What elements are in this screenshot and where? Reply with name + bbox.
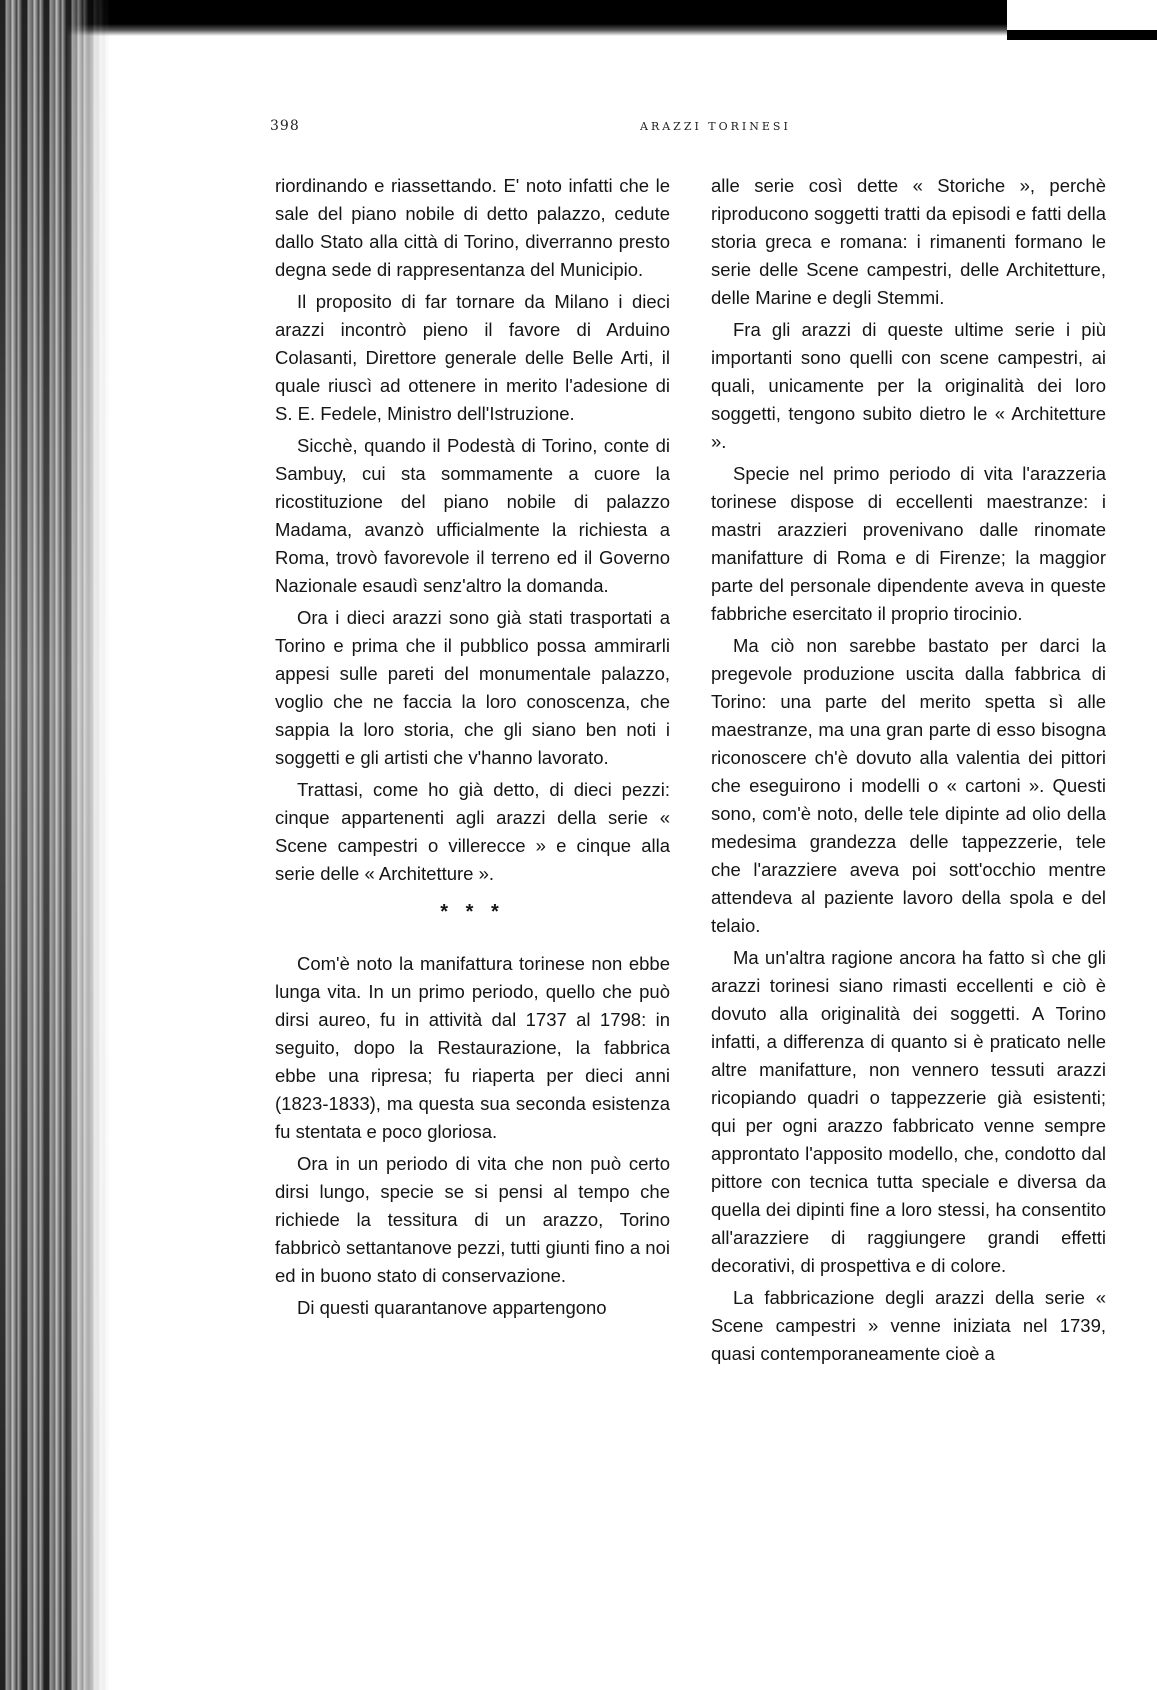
running-head (270, 118, 1070, 138)
paragraph: Il proposito di far tornare da Milano i dieci arazzi incontrò pieno il favore di Arduino Colasanti, Direttore generale delle Belle Arti, il quale riuscì ad ottenere in merito l'adesione di S. E. Fedele, Ministro dell'Istruzione. (275, 291, 670, 424)
right-column (711, 172, 1106, 1372)
paragraph: Ora i dieci arazzi sono già stati trasportati a Torino e prima che il pubblico possa ammirarli appesi sulle pareti del monumentale palazzo, voglio che ne faccia la loro conoscenza, che sappia la loro storia, che gli siano ben noti i soggetti e gli artisti che v'hanno lavorato. (275, 607, 670, 768)
page-number: 398 (270, 118, 300, 134)
scan-top-notch (1007, 0, 1157, 40)
paragraph: Com'è noto la manifattura torinese non ebbe lunga vita. In un primo periodo, quello che può dirsi aureo, fu in attività dal 1737 al 1798: in seguito, dopo la Restaurazione, la fabbrica ebbe una ripresa; fu riaperta per dieci anni (1823-1833), ma questa sua seconda esistenza fu stentata e poco gloriosa. (275, 953, 670, 1142)
paragraph: Ma un'altra ragione ancora ha fatto sì che gli arazzi torinesi siano rimasti eccellenti e ciò è dovuto alla originalità dei soggetti. A Torino infatti, a differenza di quanto si è praticato nelle altre manifatture, non vennero tessuti arazzi ricopiando quadri o tappezzerie già esistenti; qui per ogni arazzo fabbricato venne sempre approntato l'apposito modello, che, condotto dal pittore con tecnica tutta speciale e diversa da quella dei dipinti fine a loro stessi, ha consentito all'arazziere di raggiungere grandi effetti decorativi, di prospettiva e di colore. (711, 947, 1106, 1276)
paragraph: riordinando e riassettando. E' noto infatti che le sale del piano nobile di detto palazzo, cedute dallo Stato alla città di Torino, diverranno presto degna sede di rappresentanza del Municipio. (275, 175, 670, 280)
paragraph: Di questi quarantanove appartengono (297, 1297, 607, 1318)
running-title: ARAZZI TORINESI (640, 120, 791, 133)
paragraph: alle serie così dette « Storiche », perchè riproducono soggetti tratti da episodi e fatti della storia greca e romana: i rimanenti formano le serie delle Scene campestri, delle Architetture, delle Marine e degli Stemmi. (711, 175, 1106, 308)
section-separator: * * * (440, 901, 505, 923)
paragraph: Sicchè, quando il Podestà di Torino, conte di Sambuy, cui sta sommamente a cuore la ricostituzione del piano nobile di palazzo Madama, avanzò ufficialmente la richiesta a Roma, trovò favorevole il terreno ed il Governo Nazionale esaudì senz'altro la domanda. (275, 435, 670, 596)
paragraph: Ora in un periodo di vita che non può certo dirsi lungo, specie se si pensi al tempo che richiede la tessitura di un arazzo, Torino fabbricò settantanove pezzi, tutti giunti fino a noi ed in buono stato di conservazione. (275, 1153, 670, 1286)
paragraph: Ma ciò non sarebbe bastato per darci la pregevole produzione uscita dalla fabbrica di Torino: una parte del merito spetta sì alle maestranze, ma una gran parte di esso bisogna riconoscere ch'è dovuto alla valentia dei pittori che eseguirono i modelli o « cartoni ». Questi sono, com'è noto, delle tele dipinte ad olio della medesima grandezza delle tappezzerie, tele che l'arazziere aveva poi sott'occhio mentre attendeva al paziente lavoro della spola e del telaio. (711, 635, 1106, 936)
paragraph: La fabbricazione degli arazzi della serie « Scene campestri » venne iniziata nel 1739, quasi contemporaneamente cioè a (711, 1287, 1106, 1364)
paragraph: Fra gli arazzi di queste ultime serie i più importanti sono quelli con scene campestri, ai quali, unicamente per la originalità dei loro soggetti, tengono subito dietro le « Architetture ». (711, 319, 1106, 452)
paragraph: Specie nel primo periodo di vita l'arazzeria torinese dispose di eccellenti maestranze: i mastri arazzieri provenivano dalle rinomate manifatture di Roma e di Firenze; la maggior parte del personale dipendente aveva in queste fabbriche esercitato il proprio tirocinio. (711, 463, 1106, 624)
paragraph: Trattasi, come ho già detto, di dieci pezzi: cinque appartenenti agli arazzi della serie « Scene campestri o villerecce » e cinque alla serie delle « Architetture ». (275, 779, 670, 884)
left-column (275, 172, 670, 1326)
scan-binding-shade (0, 0, 110, 1690)
scan-top-edge (0, 0, 1157, 36)
